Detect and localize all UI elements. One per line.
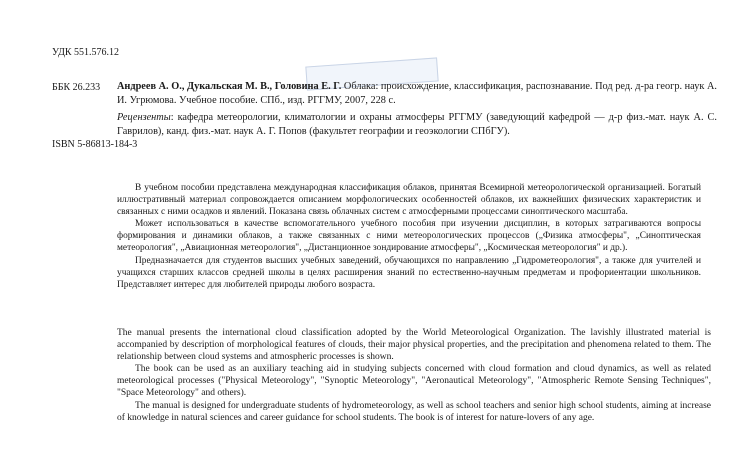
- reviewers-label: Рецензенты: [117, 112, 171, 123]
- reviewers-text: : кафедра метеорологии, климатологии и охраны атмосферы РГГМУ (заведующий кафедрой — д-р физ.-мат. наук А. С. Гаврилов), канд. физ.-мат. наук А. Г. Попов (факультет географии и геоэкологии СПбГУ).: [117, 112, 717, 137]
- bbk-code: ББК 26.233: [52, 82, 101, 93]
- reviewers-entry: [117, 111, 717, 138]
- english-abstract-paragraph: The manual presents the international cloud classification adopted by the World Meteorological Organization. The lavishly illustrated material is accompanied by description of morphological features of clouds, their major physical properties, and the precipitation and phenomena related to them. The relationship between cloud systems and atmospheric processes is shown.: [117, 328, 711, 363]
- book-description: Облака: происхождение, классификация, распознавание. Под ред. д-ра геогр. наук А. И. Угрюмова. Учебное пособие. СПб., изд. РГГМУ, 2007, 228 с.: [117, 81, 717, 106]
- english-abstract: [117, 327, 711, 424]
- bibliographic-entry: [117, 80, 717, 107]
- russian-abstract: [117, 182, 701, 291]
- russian-abstract-paragraph: В учебном пособии представлена международная классификация облаков, принятая Всемирной метеорологической организацией. Богатый иллюстративный материал сопровождается описанием морфологических особенностей облаков, их важнейших физических характеристик и связанных с ними осадков и явлений. Показана связь облачных систем с атмосферными процессами синоптического масштаба.: [117, 183, 701, 218]
- russian-abstract-paragraph: Может использоваться в качестве вспомогательного учебного пособия при изучении дисциплин, в которых затрагиваются вопросы формирования и динамики облаков, а также связанных с ними метеорологических процессов („Физика атмосферы", „Синоптическая метеорология", „Авиационная метеорология", „Дистанционное зондирование атмосферы", „Космическая метеорология" и др.).: [117, 219, 701, 254]
- authors: Андреев А. О., Дукальская М. В., Головина Е. Г.: [117, 81, 342, 92]
- english-abstract-paragraph: The book can be used as an auxiliary teaching aid in studying subjects concerned with cloud formation and cloud dynamics, as well as related meteorological processes ("Physical Meteorology", "Synoptic Meteorology", "Aeronautical Meteorology", "Atmospheric Remote Sensing Techniques", "Space Meteorology" and others).: [117, 364, 711, 399]
- russian-abstract-paragraph: Предназначается для студентов высших учебных заведений, обучающихся по направлению „Гидрометеорология", а также для учителей и учащихся старших классов средней школы в целях расширения знаний по естественно-научным предметам и профориентации школьников. Представляет интерес для любителей природы любого возраста.: [117, 255, 701, 290]
- udc-code: УДК 551.576.12: [52, 47, 120, 58]
- isbn: ISBN 5-86813-184-3: [52, 139, 138, 150]
- english-abstract-paragraph: The manual is designed for undergraduate students of hydrometeorology, as well as school teachers and senior high school students, aiming at increase of knowledge in natural sciences and career guidance for school students. The book is of interest for nature-lovers of any age.: [117, 400, 711, 423]
